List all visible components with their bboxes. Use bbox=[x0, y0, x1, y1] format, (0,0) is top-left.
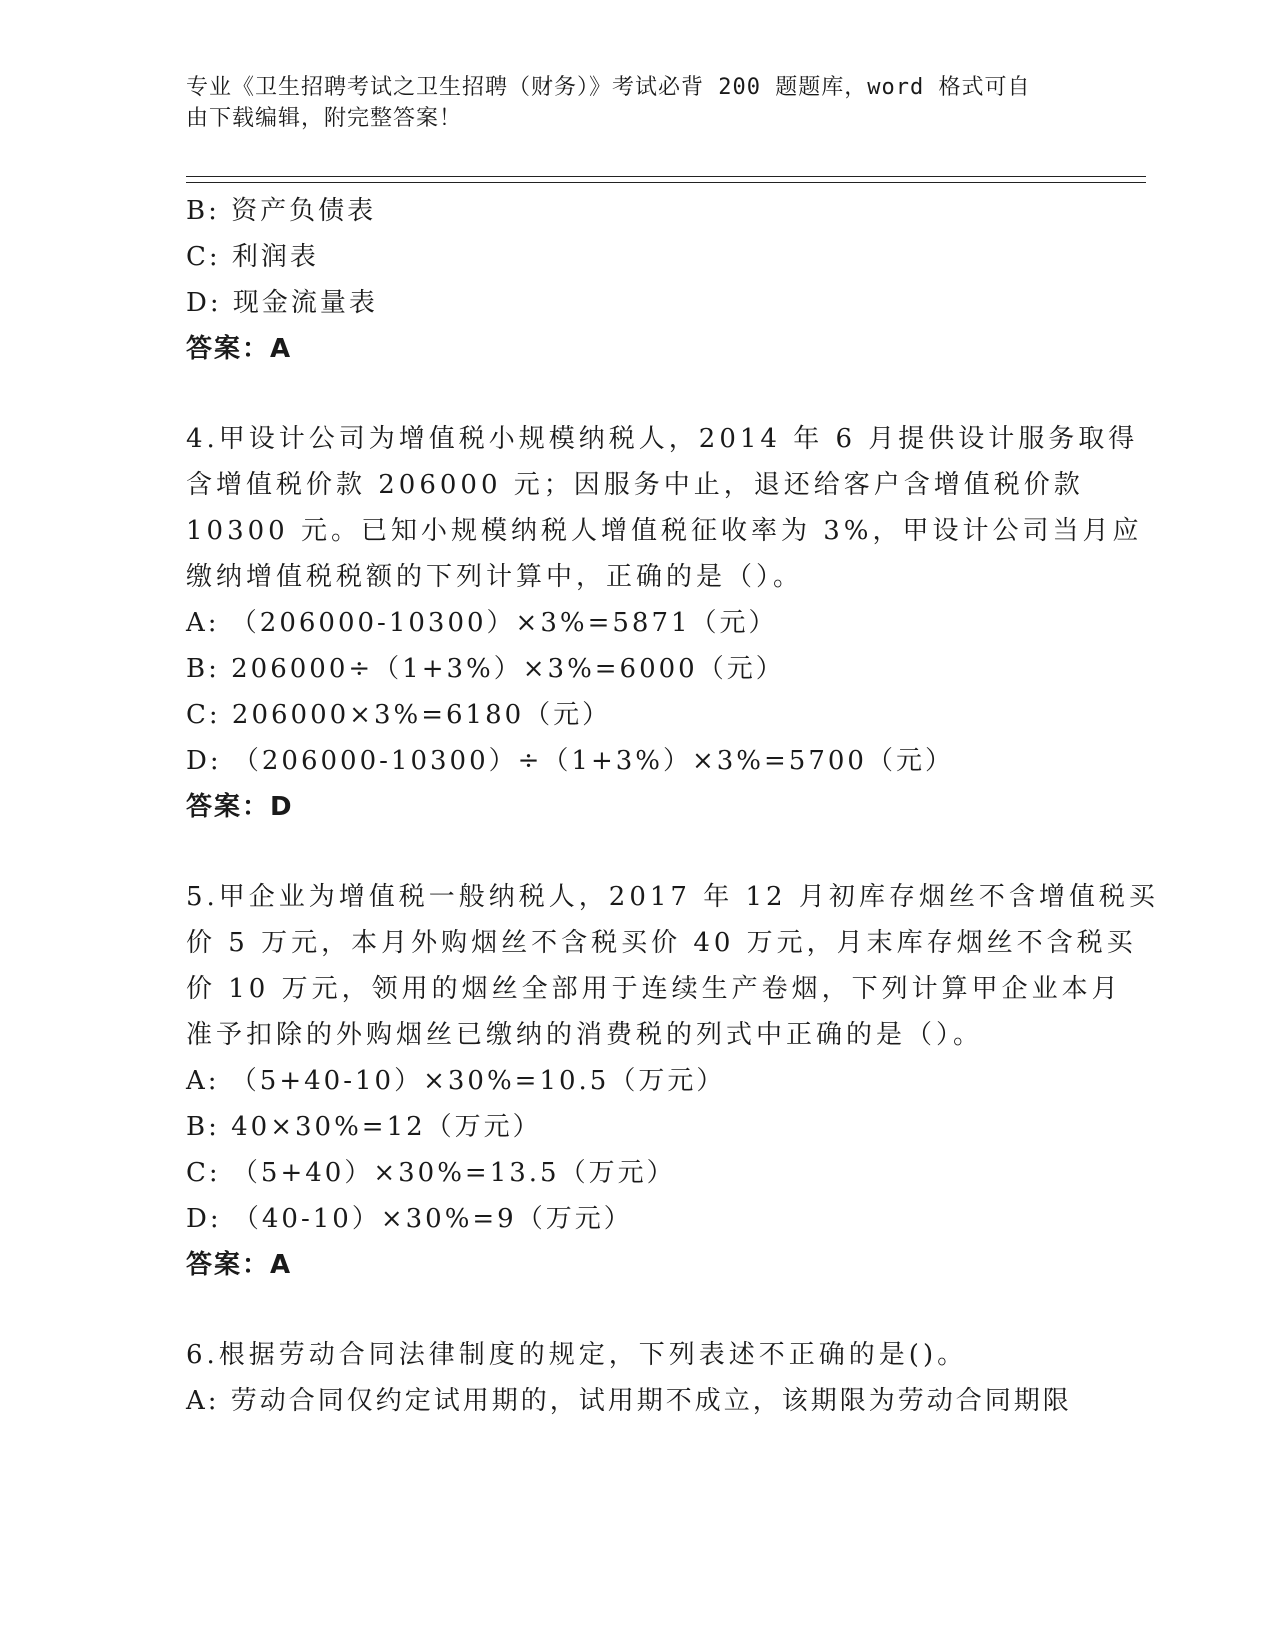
option-c: C: 206000×3%=6180（元） bbox=[186, 700, 612, 730]
question-stem-line: 含增值税价款 206000 元；因服务中止，退还给客户含增值税价款 bbox=[186, 470, 1084, 500]
spacer bbox=[186, 1288, 1086, 1332]
header-rule-bottom bbox=[186, 182, 1146, 183]
spacer bbox=[186, 830, 1086, 874]
option-d: D: （40-10）×30%=9（万元） bbox=[186, 1204, 633, 1234]
question-stem-line: 价 5 万元，本月外购烟丝不含税买价 40 万元，月末库存烟丝不含税买 bbox=[186, 928, 1137, 958]
option-c: C: （5+40）×30%=13.5（万元） bbox=[186, 1158, 676, 1188]
question-stem-line: 缴纳增值税税额的下列计算中，正确的是（）。 bbox=[186, 562, 804, 592]
header-line-1: 专业《卫生招聘考试之卫生招聘（财务）》考试必背 200 题题库，word 格式可自 bbox=[186, 75, 1031, 100]
question-list bbox=[186, 188, 1159, 1424]
option-b: B: 206000÷（1+3%）×3%=6000（元） bbox=[186, 654, 785, 684]
answer-line: 答案：A bbox=[186, 334, 293, 364]
header-line-2: 由下载编辑，附完整答案！ bbox=[186, 106, 463, 131]
question-stem-line: 4.甲设计公司为增值税小规模纳税人，2014 年 6 月提供设计服务取得 bbox=[186, 424, 1139, 454]
question-stem-line: 6.根据劳动合同法律制度的规定，下列表述不正确的是()。 bbox=[186, 1340, 968, 1370]
question-6 bbox=[186, 1332, 1086, 1424]
option-d: D: （206000-10300）÷（1+3%）×3%=5700（元） bbox=[186, 746, 954, 776]
question-stem-line: 10300 元。已知小规模纳税人增值税征收率为 3%，甲设计公司当月应 bbox=[186, 516, 1143, 546]
option-a: A: （206000-10300）×3%=5871（元） bbox=[186, 608, 778, 638]
question-4 bbox=[186, 416, 1143, 830]
option-a: A: （5+40-10）×30%=10.5（万元） bbox=[186, 1066, 726, 1096]
question-stem-line: 价 10 万元，领用的烟丝全部用于连续生产卷烟，下列计算甲企业本月 bbox=[186, 974, 1122, 1004]
option-b: B: 资产负债表 bbox=[186, 196, 377, 226]
question-5 bbox=[186, 874, 1159, 1288]
header-rule-top bbox=[186, 176, 1146, 177]
option-a: A: 劳动合同仅约定试用期的，试用期不成立，该期限为劳动合同期限 bbox=[186, 1386, 1072, 1416]
spacer bbox=[186, 372, 1086, 416]
option-c: C: 利润表 bbox=[186, 242, 319, 272]
question-stem-line: 5.甲企业为增值税一般纳税人，2017 年 12 月初库存烟丝不含增值税买 bbox=[186, 882, 1159, 912]
answer-line: 答案：A bbox=[186, 1250, 293, 1280]
answer-line: 答案：D bbox=[186, 792, 294, 822]
option-b: B: 40×30%=12（万元） bbox=[186, 1112, 542, 1142]
option-d: D: 现金流量表 bbox=[186, 288, 378, 318]
question-3 bbox=[186, 188, 1086, 372]
question-stem-line: 准予扣除的外购烟丝已缴纳的消费税的列式中正确的是（）。 bbox=[186, 1020, 984, 1050]
document-header bbox=[186, 72, 1066, 134]
